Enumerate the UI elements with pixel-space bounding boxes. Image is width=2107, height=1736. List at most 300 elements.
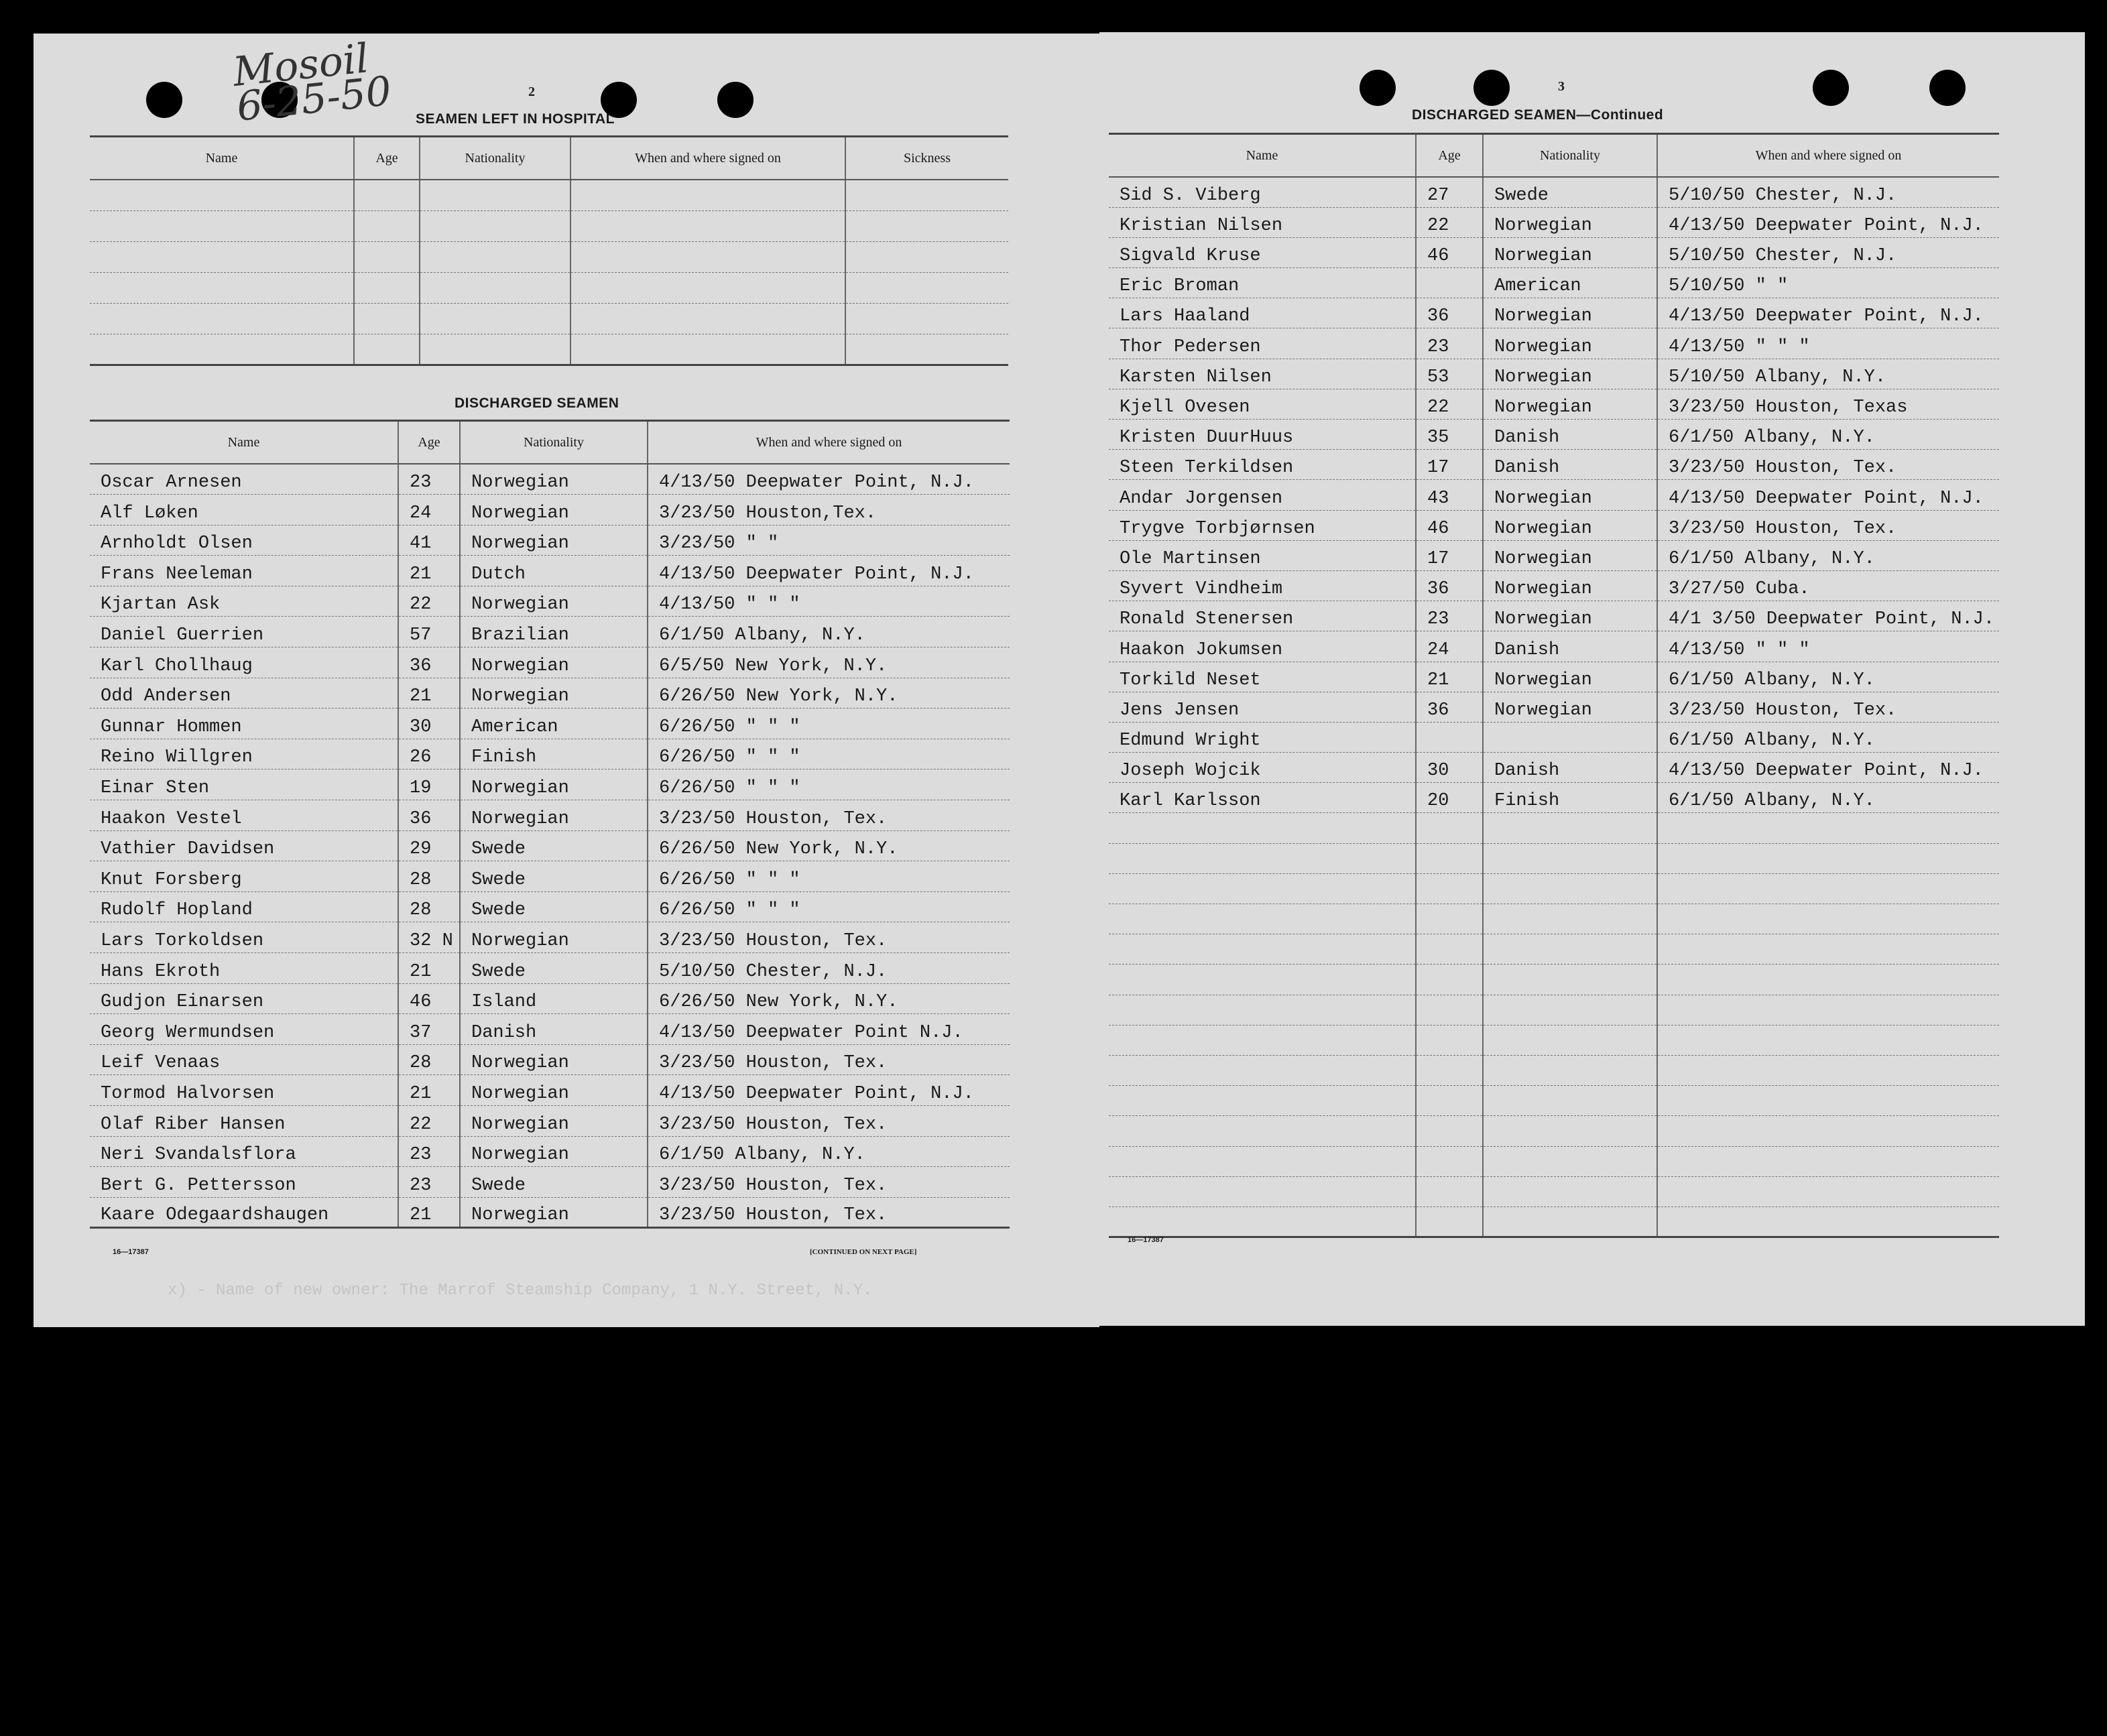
- table-cell: [1657, 1025, 1999, 1055]
- table-cell: [1109, 843, 1416, 873]
- table-row: [1109, 389, 1999, 419]
- table-row: [90, 1167, 1010, 1198]
- table-header-row: [90, 137, 1008, 180]
- table-cell: Gunnar Hommen: [90, 708, 398, 739]
- table-cell: [1483, 722, 1657, 752]
- table-cell: [1657, 1146, 1999, 1176]
- punch-hole: [1360, 70, 1396, 106]
- table-cell: [1416, 268, 1483, 298]
- table-row: [1109, 237, 1999, 267]
- table-row: [1109, 662, 1999, 692]
- table-row: [90, 1105, 1010, 1136]
- table-cell: 21: [398, 953, 460, 984]
- table-cell: [1483, 1116, 1657, 1146]
- table-cell: 21: [1416, 662, 1483, 692]
- table-cell: 5/10/50 Chester, N.J.: [648, 953, 1010, 984]
- table-cell: Norwegian: [460, 464, 648, 495]
- table-cell: Norwegian: [460, 678, 648, 708]
- table-cell: 5/10/50 Chester, N.J.: [1657, 237, 1999, 267]
- table-row: [1109, 298, 1999, 328]
- table-cell: 37: [398, 1014, 460, 1045]
- table-cell: 6/1/50 Albany, N.Y.: [1657, 783, 1999, 813]
- table-cell: Ronald Stenersen: [1109, 601, 1416, 631]
- table-cell: [1416, 934, 1483, 965]
- table-cell: Eric Broman: [1109, 268, 1416, 298]
- table-row: [90, 495, 1010, 525]
- table-cell: Kaare Odegaardshaugen: [90, 1197, 398, 1228]
- table-row: [1109, 207, 1999, 237]
- table-cell: 22: [1416, 389, 1483, 419]
- table-cell: 32 N: [398, 922, 460, 953]
- table-cell: [1109, 813, 1416, 843]
- table-cell: [1483, 995, 1657, 1025]
- table-row: [90, 1197, 1010, 1228]
- table-cell: [1657, 1206, 1999, 1237]
- table-cell: [1657, 904, 1999, 934]
- table-cell: [1483, 873, 1657, 904]
- table-cell: Norwegian: [460, 647, 648, 678]
- table-cell: Danish: [1483, 631, 1657, 662]
- table-cell: 43: [1416, 480, 1483, 510]
- table-row: [90, 861, 1010, 892]
- table-row: [1109, 631, 1999, 662]
- table-cell: 3/23/50 Houston, Tex.: [648, 1044, 1010, 1075]
- table-cell: 3/23/50 Houston, Tex.: [1657, 692, 1999, 722]
- table-row: [1109, 904, 1999, 934]
- table-cell: 21: [398, 678, 460, 708]
- table-cell: [1483, 1025, 1657, 1055]
- table-cell: [354, 303, 420, 334]
- table-cell: 4/13/50 Deepwater Point, N.J.: [648, 1075, 1010, 1106]
- table-cell: Danish: [1483, 450, 1657, 480]
- column-header: Nationality: [1483, 134, 1657, 178]
- table-cell: [570, 180, 845, 210]
- table-cell: [90, 210, 354, 241]
- table-cell: Andar Jorgensen: [1109, 480, 1416, 510]
- table-cell: Norwegian: [460, 586, 648, 617]
- table-cell: [1657, 965, 1999, 995]
- hospital-section-title: SEAMEN LEFT IN HOSPITAL: [416, 111, 615, 127]
- table-cell: Norwegian: [460, 1075, 648, 1106]
- table-cell: 21: [398, 1075, 460, 1106]
- table-row: [90, 800, 1010, 831]
- table-cell: [845, 180, 1008, 210]
- form-number: 16—17387: [113, 1248, 149, 1256]
- table-cell: Norwegian: [460, 769, 648, 800]
- table-cell: Odd Andersen: [90, 678, 398, 708]
- punch-hole: [1929, 70, 1966, 106]
- table-cell: [845, 334, 1008, 365]
- table-cell: [1657, 1055, 1999, 1085]
- table-row: [1109, 570, 1999, 601]
- table-cell: Syvert Vindheim: [1109, 570, 1416, 601]
- column-header: Name: [1109, 134, 1416, 178]
- table-cell: [1109, 1146, 1416, 1176]
- table-cell: 28: [398, 1044, 460, 1075]
- table-row: [1109, 934, 1999, 965]
- table-cell: Swede: [460, 830, 648, 861]
- table-cell: 23: [1416, 601, 1483, 631]
- table-row: [1109, 753, 1999, 783]
- column-header: Name: [90, 421, 398, 464]
- table-cell: Sid S. Viberg: [1109, 177, 1416, 207]
- table-cell: [1416, 965, 1483, 995]
- table-cell: 26: [398, 739, 460, 769]
- table-cell: 6/1/50 Albany, N.Y.: [648, 617, 1010, 647]
- table-cell: [1109, 1086, 1416, 1116]
- table-cell: 3/23/50 Houston, Tex.: [1657, 450, 1999, 480]
- table-cell: 36: [1416, 692, 1483, 722]
- column-header: When and where signed on: [1657, 134, 1999, 178]
- table-cell: Leif Venaas: [90, 1044, 398, 1075]
- table-cell: 36: [1416, 298, 1483, 328]
- table-row: [90, 891, 1010, 922]
- table-cell: [420, 210, 570, 241]
- table-cell: Finish: [460, 739, 648, 769]
- table-cell: 4/13/50 " " ": [1657, 631, 1999, 662]
- column-header: Age: [398, 421, 460, 464]
- table-cell: Norwegian: [460, 922, 648, 953]
- table-row: [1109, 873, 1999, 904]
- table-cell: [354, 210, 420, 241]
- table-cell: Alf Løken: [90, 495, 398, 525]
- table-cell: Haakon Jokumsen: [1109, 631, 1416, 662]
- table-cell: Gudjon Einarsen: [90, 983, 398, 1014]
- table-row: [1109, 783, 1999, 813]
- table-row: [90, 303, 1008, 334]
- table-cell: 5/10/50 " ": [1657, 268, 1999, 298]
- table-cell: Norwegian: [1483, 510, 1657, 540]
- table-cell: 41: [398, 525, 460, 556]
- table-cell: Ole Martinsen: [1109, 540, 1416, 570]
- table-cell: Tormod Halvorsen: [90, 1075, 398, 1106]
- table-row: [90, 241, 1008, 272]
- table-cell: 3/23/50 Houston, Tex.: [648, 1105, 1010, 1136]
- table-cell: Kjell Ovesen: [1109, 389, 1416, 419]
- table-cell: [90, 303, 354, 334]
- table-row: [90, 647, 1010, 678]
- table-cell: 46: [1416, 237, 1483, 267]
- table-cell: Arnholdt Olsen: [90, 525, 398, 556]
- table-cell: 3/23/50 Houston, Texas: [1657, 389, 1999, 419]
- table-cell: Swede: [460, 953, 648, 984]
- table-cell: 6/5/50 New York, N.Y.: [648, 647, 1010, 678]
- table-cell: Dutch: [460, 556, 648, 586]
- table-row: [90, 586, 1010, 617]
- table-row: [90, 769, 1010, 800]
- table-cell: [90, 334, 354, 365]
- table-cell: [90, 180, 354, 210]
- table-row: [1109, 995, 1999, 1025]
- table-cell: [1416, 995, 1483, 1025]
- table-row: [90, 830, 1010, 861]
- table-cell: 4/13/50 " " ": [648, 586, 1010, 617]
- table-row: [1109, 177, 1999, 207]
- table-cell: 24: [1416, 631, 1483, 662]
- table-cell: 22: [398, 1105, 460, 1136]
- table-cell: 6/1/50 Albany, N.Y.: [1657, 540, 1999, 570]
- table-row: [1109, 1206, 1999, 1237]
- form-number: 16—17387: [1128, 1236, 1164, 1244]
- column-header: Sickness: [845, 137, 1008, 180]
- table-cell: Kristen DuurHuus: [1109, 420, 1416, 450]
- table-cell: Frans Neeleman: [90, 556, 398, 586]
- table-cell: 4/13/50 Deepwater Point, N.J.: [1657, 298, 1999, 328]
- table-cell: 4/13/50 Deepwater Point, N.J.: [1657, 753, 1999, 783]
- table-cell: Norwegian: [1483, 207, 1657, 237]
- table-cell: Lars Torkoldsen: [90, 922, 398, 953]
- table-cell: [1657, 843, 1999, 873]
- table-cell: 53: [1416, 359, 1483, 389]
- table-row: [90, 556, 1010, 586]
- table-cell: [1483, 1176, 1657, 1206]
- table-header-row: [1109, 134, 1999, 178]
- table-cell: 6/26/50 " " ": [648, 861, 1010, 892]
- table-cell: [1483, 1206, 1657, 1237]
- table-row: [90, 1044, 1010, 1075]
- table-cell: [1109, 1206, 1416, 1237]
- table-cell: 6/26/50 " " ": [648, 891, 1010, 922]
- table-cell: [420, 303, 570, 334]
- table-cell: 6/26/50 New York, N.Y.: [648, 830, 1010, 861]
- table-cell: 6/1/50 Albany, N.Y.: [1657, 420, 1999, 450]
- table-cell: Kjartan Ask: [90, 586, 398, 617]
- table-cell: Finish: [1483, 783, 1657, 813]
- table-cell: [1109, 873, 1416, 904]
- table-row: [1109, 843, 1999, 873]
- table-cell: [1416, 873, 1483, 904]
- table-cell: [1483, 1086, 1657, 1116]
- table-cell: Danish: [1483, 753, 1657, 783]
- table-cell: 3/23/50 " ": [648, 525, 1010, 556]
- table-cell: Norwegian: [460, 525, 648, 556]
- table-cell: [1416, 1206, 1483, 1237]
- table-cell: [1416, 813, 1483, 843]
- table-cell: 3/23/50 Houston, Tex.: [648, 1167, 1010, 1198]
- table-cell: Swede: [460, 1167, 648, 1198]
- table-row: [1109, 1176, 1999, 1206]
- table-cell: [1109, 904, 1416, 934]
- table-cell: [570, 241, 845, 272]
- table-cell: [1657, 1176, 1999, 1206]
- table-cell: American: [1483, 268, 1657, 298]
- table-cell: [1416, 1146, 1483, 1176]
- table-row: [1109, 722, 1999, 752]
- punch-hole: [1473, 70, 1510, 106]
- table-cell: 3/23/50 Houston, Tex.: [648, 1197, 1010, 1228]
- table-row: [1109, 450, 1999, 480]
- table-row: [1109, 1055, 1999, 1085]
- table-cell: Trygve Torbjørnsen: [1109, 510, 1416, 540]
- handwritten-note: Mosoil 6-25-50: [231, 35, 394, 131]
- table-cell: Norwegian: [1483, 540, 1657, 570]
- table-cell: [354, 180, 420, 210]
- table-cell: Hans Ekroth: [90, 953, 398, 984]
- table-row: [1109, 1086, 1999, 1116]
- table-cell: [1483, 813, 1657, 843]
- table-cell: [1483, 1055, 1657, 1085]
- table-cell: Vathier Davidsen: [90, 830, 398, 861]
- table-cell: [1109, 1025, 1416, 1055]
- table-cell: Thor Pedersen: [1109, 328, 1416, 359]
- table-cell: [1483, 934, 1657, 965]
- table-cell: [90, 241, 354, 272]
- table-cell: Norwegian: [1483, 359, 1657, 389]
- table-row: [90, 922, 1010, 953]
- punch-hole: [146, 82, 182, 118]
- table-cell: [570, 303, 845, 334]
- page-number: 2: [528, 84, 535, 99]
- table-cell: Norwegian: [460, 1197, 648, 1228]
- footnote: x) - Name of new owner: The Marrof Steamship Company, 1 N.Y. Street, N.Y.: [168, 1282, 873, 1300]
- table-cell: 57: [398, 617, 460, 647]
- table-row: [1109, 965, 1999, 995]
- table-cell: [845, 210, 1008, 241]
- table-row: [1109, 813, 1999, 843]
- column-header: Age: [354, 137, 420, 180]
- table-cell: 21: [398, 556, 460, 586]
- table-row: [1109, 601, 1999, 631]
- table-cell: Norwegian: [1483, 237, 1657, 267]
- table-cell: 3/23/50 Houston, Tex.: [648, 800, 1010, 831]
- table-cell: Einar Sten: [90, 769, 398, 800]
- punch-hole: [717, 82, 754, 118]
- table-cell: Daniel Guerrien: [90, 617, 398, 647]
- table-cell: 20: [1416, 783, 1483, 813]
- table-cell: [1416, 1176, 1483, 1206]
- column-header: Name: [90, 137, 354, 180]
- table-cell: Edmund Wright: [1109, 722, 1416, 752]
- table-cell: Norwegian: [1483, 570, 1657, 601]
- table-row: [90, 272, 1008, 303]
- column-header: Nationality: [420, 137, 570, 180]
- table-cell: [845, 241, 1008, 272]
- table-cell: Karl Chollhaug: [90, 647, 398, 678]
- table-cell: 4/13/50 Deepwater Point N.J.: [648, 1014, 1010, 1045]
- table-row: [90, 678, 1010, 708]
- right-page: [1099, 32, 2085, 1326]
- table-cell: [1109, 965, 1416, 995]
- table-cell: Jens Jensen: [1109, 692, 1416, 722]
- table-row: [1109, 510, 1999, 540]
- table-row: [90, 180, 1008, 210]
- table-cell: Norwegian: [1483, 298, 1657, 328]
- table-cell: [1657, 995, 1999, 1025]
- hospital-table: [90, 135, 1008, 366]
- column-header: When and where signed on: [648, 421, 1010, 464]
- table-cell: 6/26/50 " " ": [648, 739, 1010, 769]
- table-cell: 30: [398, 708, 460, 739]
- table-cell: [354, 272, 420, 303]
- table-cell: [1657, 813, 1999, 843]
- table-cell: 3/23/50 Houston,Tex.: [648, 495, 1010, 525]
- table-cell: 23: [1416, 328, 1483, 359]
- table-cell: [1416, 843, 1483, 873]
- table-row: [90, 334, 1008, 365]
- table-cell: [570, 272, 845, 303]
- table-cell: American: [460, 708, 648, 739]
- table-cell: 36: [398, 800, 460, 831]
- table-cell: Lars Haaland: [1109, 298, 1416, 328]
- column-header: Age: [1416, 134, 1483, 178]
- table-cell: Steen Terkildsen: [1109, 450, 1416, 480]
- table-row: [90, 1136, 1010, 1167]
- table-cell: Reino Willgren: [90, 739, 398, 769]
- table-cell: 6/1/50 Albany, N.Y.: [648, 1136, 1010, 1167]
- table-cell: Norwegian: [1483, 601, 1657, 631]
- table-cell: 5/10/50 Albany, N.Y.: [1657, 359, 1999, 389]
- table-cell: 23: [398, 464, 460, 495]
- table-cell: [1483, 904, 1657, 934]
- table-cell: [1416, 1086, 1483, 1116]
- table-cell: [1109, 995, 1416, 1025]
- table-row: [90, 617, 1010, 647]
- table-cell: [1657, 1116, 1999, 1146]
- table-cell: 30: [1416, 753, 1483, 783]
- table-cell: [1109, 1055, 1416, 1085]
- table-cell: Norwegian: [460, 1136, 648, 1167]
- table-cell: Torkild Neset: [1109, 662, 1416, 692]
- table-row: [90, 983, 1010, 1014]
- section-title: DISCHARGED SEAMEN—Continued: [1412, 107, 1664, 123]
- table-row: [90, 525, 1010, 556]
- table-cell: [420, 334, 570, 365]
- table-row: [90, 739, 1010, 769]
- table-cell: Danish: [460, 1014, 648, 1045]
- table-cell: Norwegian: [1483, 692, 1657, 722]
- table-row: [1109, 480, 1999, 510]
- discharged-continued-table: [1109, 133, 1999, 1238]
- table-cell: 6/26/50 " " ": [648, 769, 1010, 800]
- table-cell: 4/1 3/50 Deepwater Point, N.J.: [1657, 601, 1999, 631]
- table-cell: 3/23/50 Houston, Tex.: [648, 922, 1010, 953]
- table-cell: 23: [398, 1136, 460, 1167]
- table-cell: Brazilian: [460, 617, 648, 647]
- table-cell: 19: [398, 769, 460, 800]
- table-cell: Joseph Wojcik: [1109, 753, 1416, 783]
- table-cell: [1483, 1146, 1657, 1176]
- table-cell: Norwegian: [1483, 480, 1657, 510]
- table-cell: 46: [1416, 510, 1483, 540]
- table-cell: Island: [460, 983, 648, 1014]
- table-cell: [570, 334, 845, 365]
- table-cell: 28: [398, 891, 460, 922]
- table-cell: Neri Svandalsflora: [90, 1136, 398, 1167]
- table-cell: [845, 272, 1008, 303]
- table-cell: Oscar Arnesen: [90, 464, 398, 495]
- table-cell: [90, 272, 354, 303]
- table-cell: Norwegian: [460, 1044, 648, 1075]
- table-cell: Bert G. Pettersson: [90, 1167, 398, 1198]
- table-row: [90, 1075, 1010, 1106]
- table-cell: 29: [398, 830, 460, 861]
- table-cell: Knut Forsberg: [90, 861, 398, 892]
- table-cell: Karl Karlsson: [1109, 783, 1416, 813]
- table-cell: 3/27/50 Cuba.: [1657, 570, 1999, 601]
- column-header: Nationality: [460, 421, 648, 464]
- table-cell: 4/13/50 Deepwater Point, N.J.: [648, 464, 1010, 495]
- table-cell: 4/13/50 Deepwater Point, N.J.: [1657, 480, 1999, 510]
- table-cell: Norwegian: [1483, 389, 1657, 419]
- table-cell: [1657, 873, 1999, 904]
- table-cell: [1416, 722, 1483, 752]
- table-cell: 46: [398, 983, 460, 1014]
- table-cell: 4/13/50 " " ": [1657, 328, 1999, 359]
- table-header-row: [90, 421, 1010, 464]
- table-cell: 5/10/50 Chester, N.J.: [1657, 177, 1999, 207]
- table-cell: Norwegian: [1483, 662, 1657, 692]
- continued-note: [CONTINUED ON NEXT PAGE]: [810, 1248, 917, 1256]
